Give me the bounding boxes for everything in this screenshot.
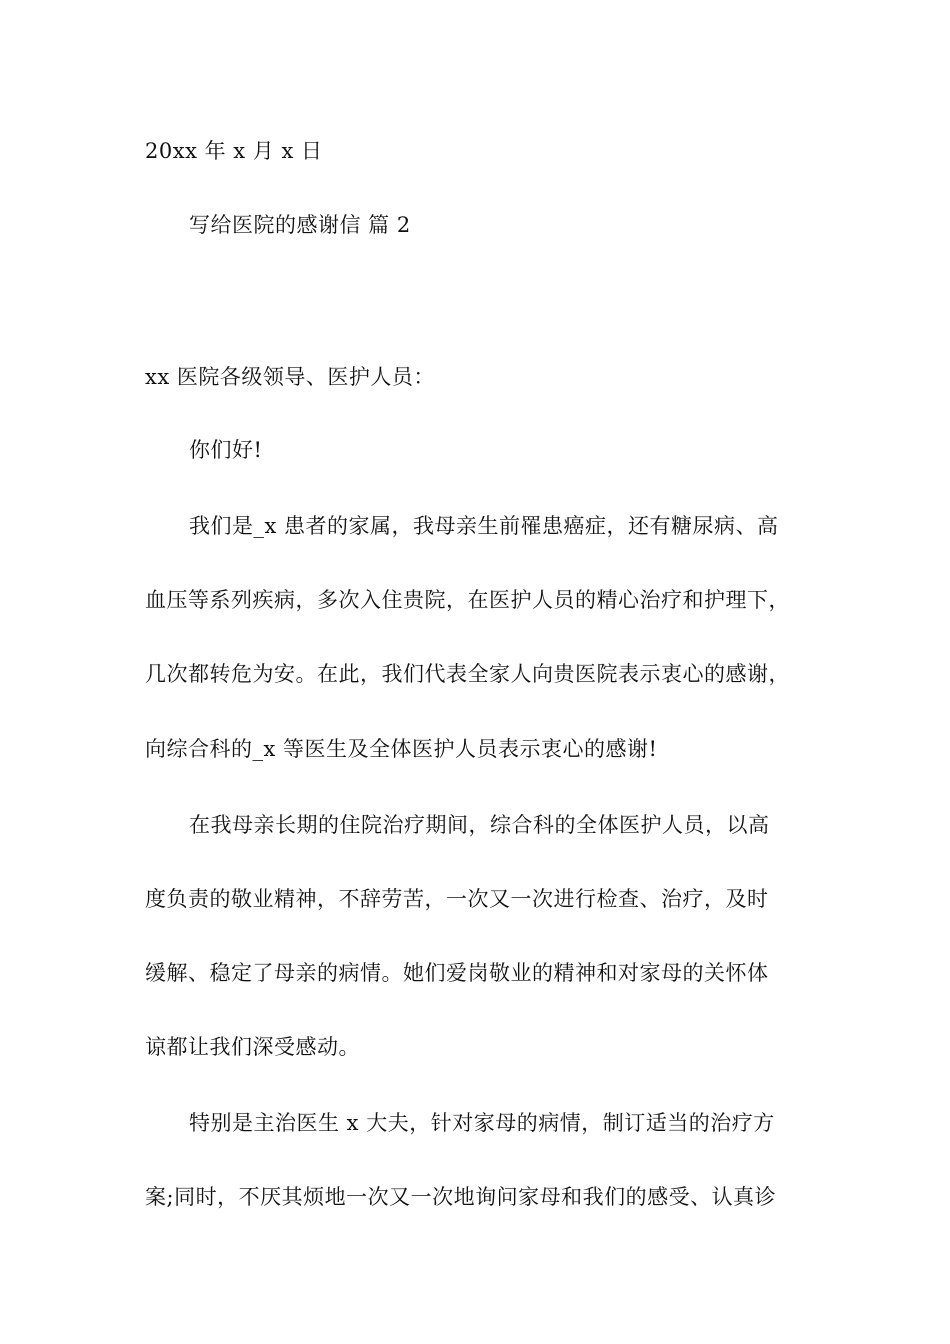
paragraph-1-line-4: 向综合科的_x 等医生及全体医护人员表示衷心的感谢! [145, 737, 658, 761]
paragraph-2-line-2: 度负责的敬业精神，不辞劳苦，一次又一次进行检查、治疗，及时 [145, 887, 769, 911]
salutation: xx 医院各级领导、医护人员： [145, 365, 435, 389]
paragraph-2-line-1: 在我母亲长期的住院治疗期间，综合科的全体医护人员，以高 [189, 813, 770, 837]
paragraph-1-line-1: 我们是_x 患者的家属，我母亲生前罹患癌症，还有糖尿病、高 [189, 514, 779, 538]
paragraph-3-line-2: 案;同时，不厌其烦地一次又一次地询问家母和我们的感受、认真诊 [145, 1185, 777, 1209]
letter-date: 20xx 年 x 月 x 日 [145, 139, 323, 163]
paragraph-3-line-1: 特别是主治医生 x 大夫，针对家母的病情，制订适当的治疗方 [189, 1111, 775, 1135]
section-title: 写给医院的感谢信 篇 2 [189, 213, 411, 237]
paragraph-2-line-3: 缓解、稳定了母亲的病情。她们爱岗敬业的精神和对家母的关怀体 [145, 961, 769, 985]
greeting: 你们好! [189, 438, 263, 462]
paragraph-1-line-2: 血压等系列疾病，多次入住贵院，在医护人员的精心治疗和护理下， [145, 588, 790, 612]
paragraph-1-line-3: 几次都转危为安。在此，我们代表全家人向贵医院表示衷心的感谢， [145, 662, 790, 686]
paragraph-2-line-4: 谅都让我们深受感动。 [145, 1035, 360, 1059]
